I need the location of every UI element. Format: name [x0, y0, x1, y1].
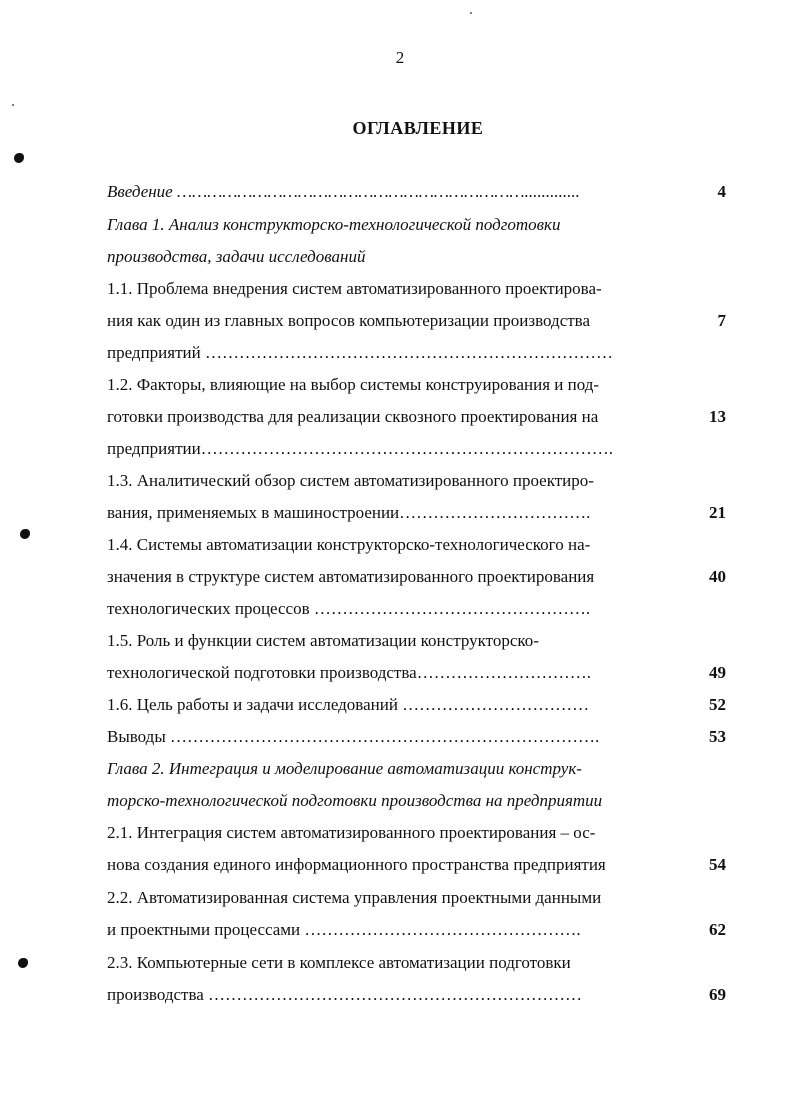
toc-line: 1.1. Проблема внедрения систем автоматизированного проектирова- — [107, 279, 602, 298]
toc-page-number: 21 — [709, 503, 726, 522]
toc-line: торско-технологической подготовки производства на предприятии — [107, 791, 603, 810]
toc-page-number: 53 — [709, 727, 726, 746]
scan-speck — [470, 12, 472, 14]
toc-page-number: 69 — [709, 985, 726, 1004]
toc-line: Глава 2. Интеграция и моделирование автоматизации конструк- — [107, 759, 582, 778]
toc-page-number: 40 — [709, 567, 726, 586]
toc-page-number: 13 — [709, 407, 726, 426]
toc-page-number: 62 — [709, 920, 726, 939]
toc-line: Глава 1. Анализ конструкторско-технологической подготовки — [107, 215, 561, 234]
toc-line: готовки производства для реализации сквозного проектирования на — [107, 407, 599, 426]
toc-line: 2.2. Автоматизированная система управления проектными данными — [107, 888, 602, 907]
toc-line: производства, задачи исследований — [107, 247, 366, 266]
toc-page-number: 4 — [717, 182, 726, 201]
toc-line: Выводы …………………………………………………………………. — [107, 727, 600, 746]
toc-line: 1.2. Факторы, влияющие на выбор системы конструирования и под- — [107, 375, 600, 394]
toc-line: предприятий ……………………………………………………………… — [107, 343, 613, 362]
toc-line: 1.5. Роль и функции систем автоматизации конструкторско- — [107, 631, 539, 650]
toc-line: 2.3. Компьютерные сети в комплексе автоматизации подготовки — [107, 953, 571, 972]
page-number: 2 — [395, 48, 405, 67]
scan-speck — [12, 104, 14, 106]
toc-line: 1.3. Аналитический обзор систем автоматизированного проектиро- — [107, 471, 594, 490]
page-title: ОГЛАВЛЕНИЕ — [352, 118, 484, 138]
toc-line: ния как один из главных вопросов компьютеризации производства — [107, 311, 591, 330]
toc-line: 1.6. Цель работы и задачи исследований …………………………… — [107, 695, 590, 714]
toc-page-number: 52 — [709, 695, 726, 714]
toc-line: вания, применяемых в машиностроении……………………………. — [107, 503, 591, 522]
toc-page-number: 49 — [709, 663, 726, 682]
toc-line: 2.1. Интеграция систем автоматизированного проектирования – ос- — [107, 823, 596, 842]
toc-page-number: 54 — [709, 855, 726, 874]
toc-line: Введение ……………………………………………………………............. — [107, 182, 580, 201]
toc-line: технологических процессов …………………………………………. — [107, 599, 591, 618]
toc-line: нова создания единого информационного пространства предприятия — [107, 855, 606, 874]
toc-line: производства ………………………………………………………… — [107, 985, 583, 1004]
toc-line: и проектными процессами …………………………………………. — [107, 920, 581, 939]
toc-line: технологической подготовки производства…………………………. — [107, 663, 591, 682]
toc-line: значения в структуре систем автоматизированного проектирования — [107, 567, 595, 586]
toc-line: предприятии………………………………………………………………. — [107, 439, 613, 458]
toc-line: 1.4. Системы автоматизации конструкторско-технологического на- — [107, 535, 591, 554]
toc-page-number: 7 — [717, 311, 726, 330]
